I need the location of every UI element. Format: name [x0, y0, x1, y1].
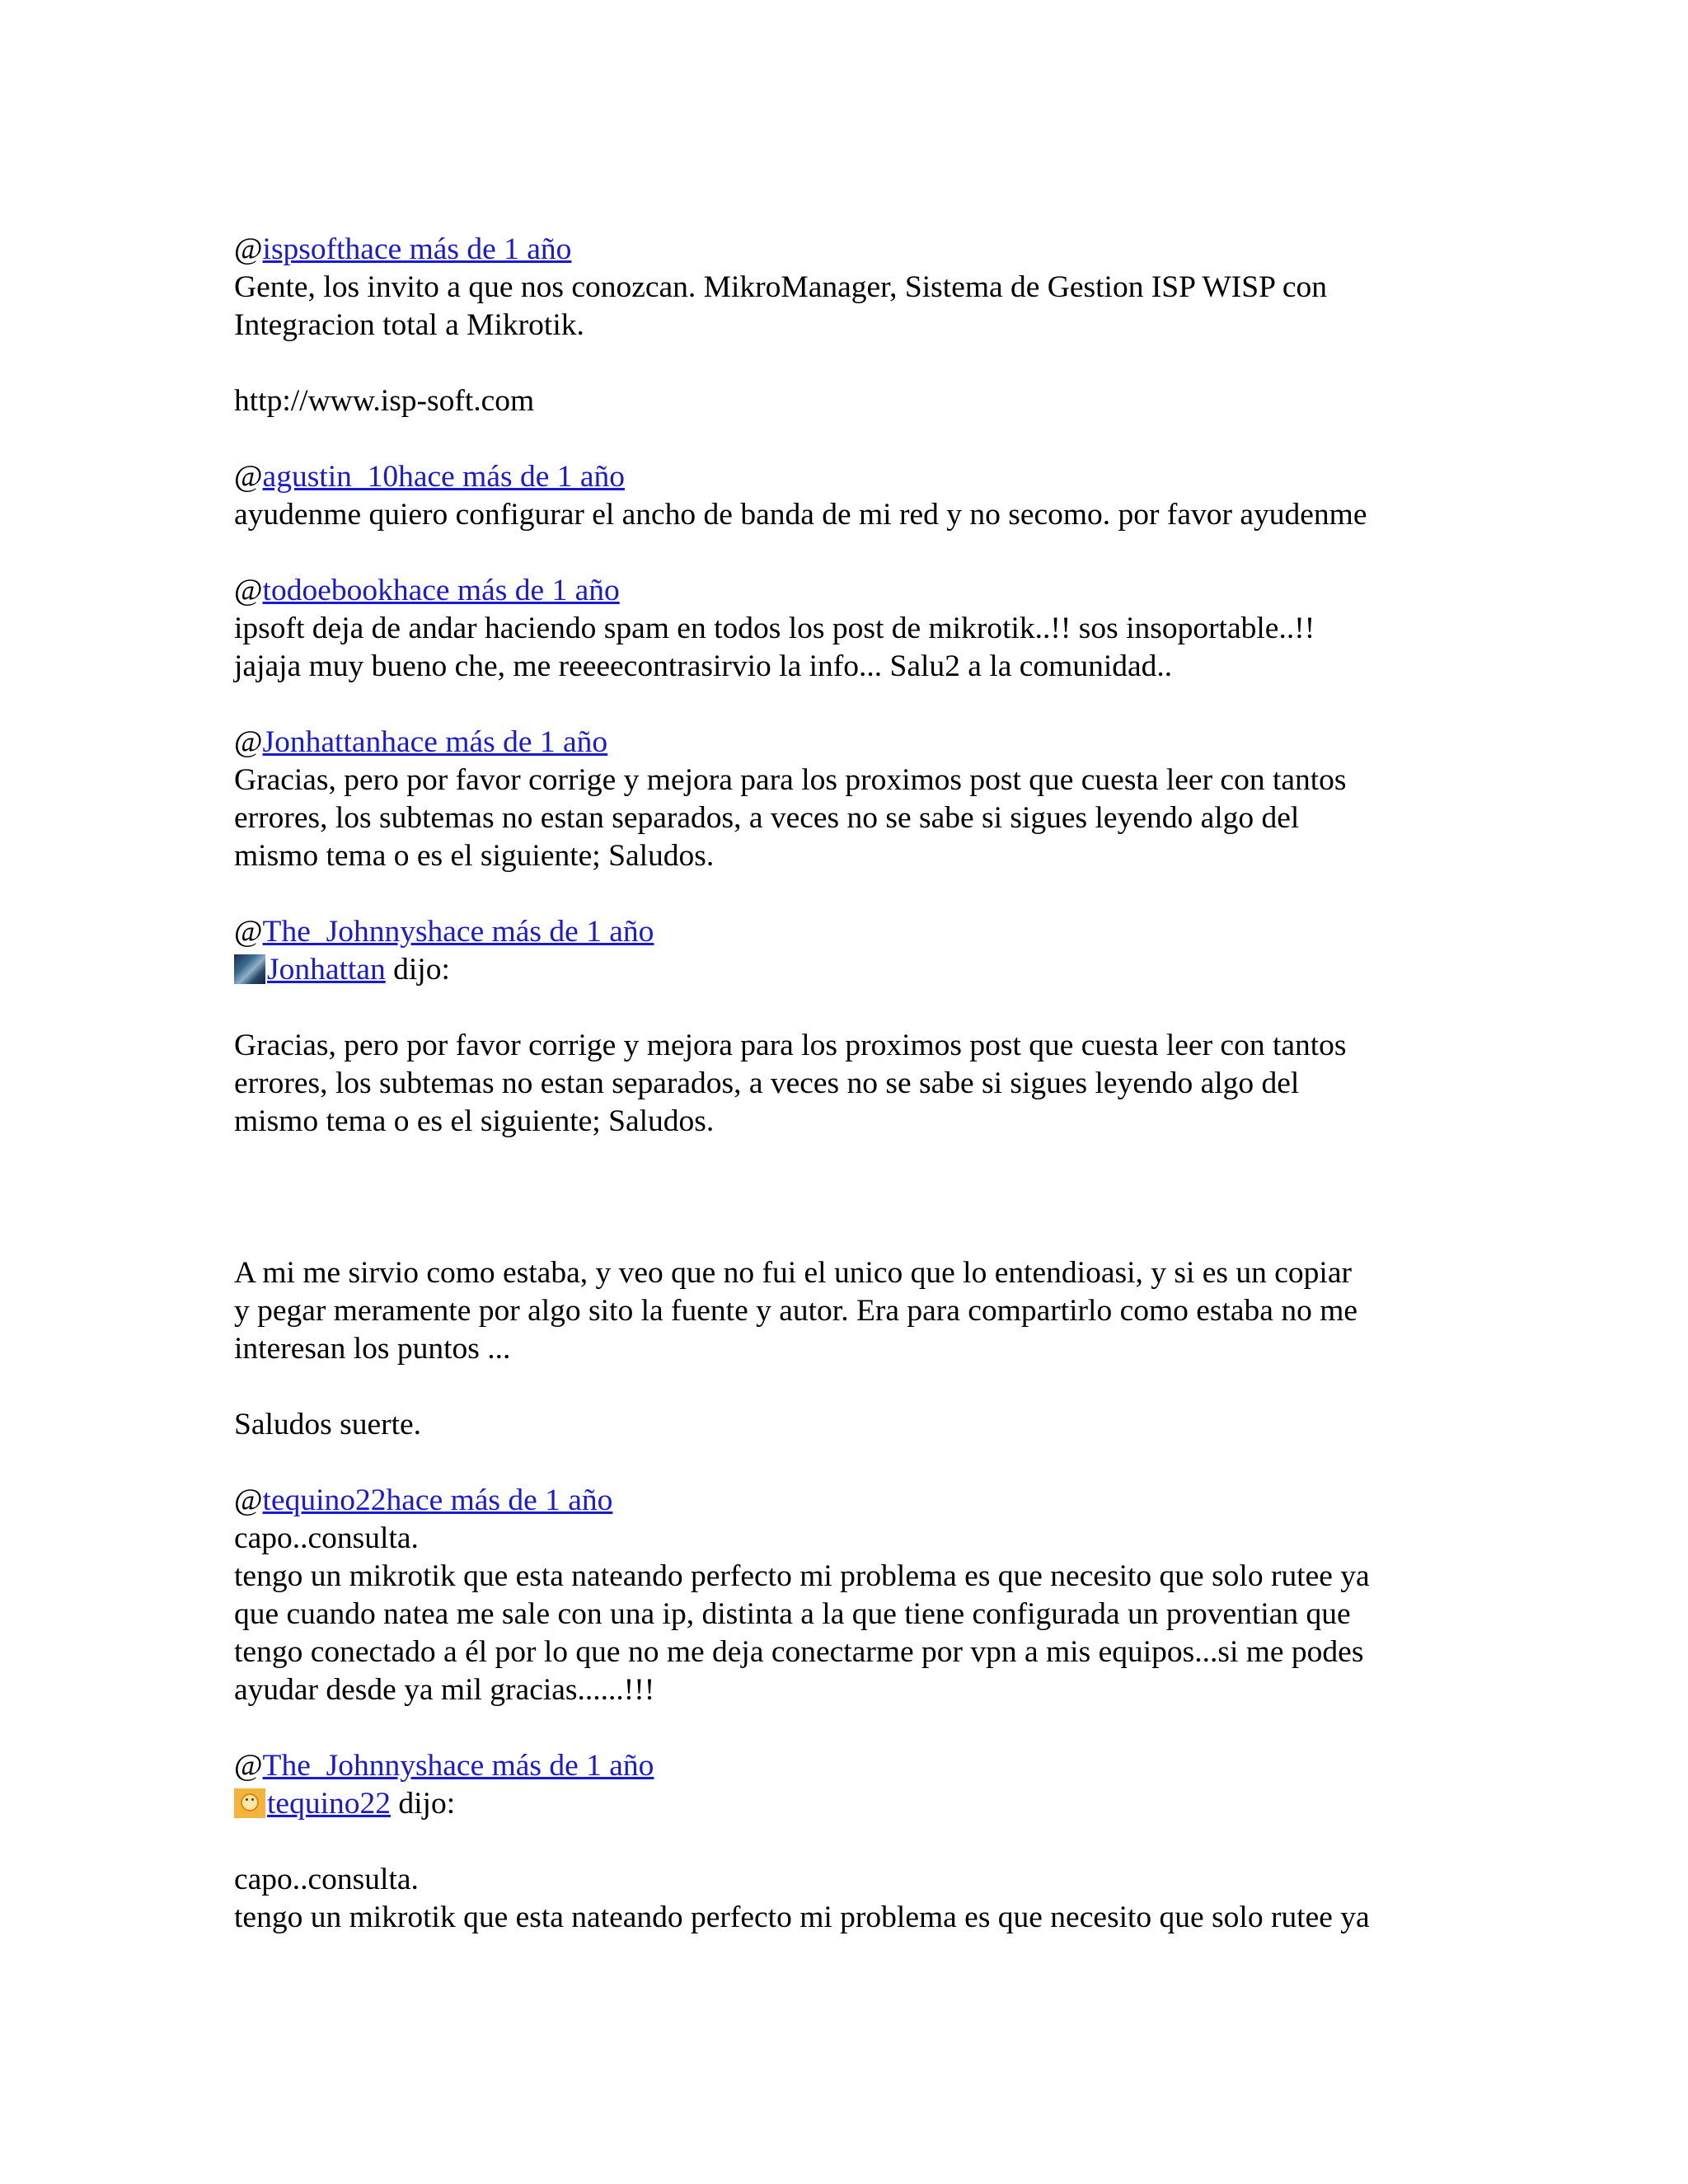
spacer: [234, 875, 1470, 913]
comment-body-line: que cuando natea me sale con una ip, distinta a la que tiene configurada un proventian que: [234, 1597, 1351, 1631]
comment-header: [234, 1747, 1470, 1785]
spacer: [234, 686, 1470, 724]
quote-body-line: mismo tema o es el siguiente; Saludos.: [234, 1104, 715, 1138]
quote-body-line: Gracias, pero por favor corrige y mejora para los proximos post que cuesta leer con tantos: [234, 1029, 1347, 1062]
comment-author-link[interactable]: todoebookhace más de 1 año: [262, 574, 620, 607]
comment-thread: [234, 231, 1470, 1937]
spacer: [234, 1444, 1470, 1482]
spacer: [234, 1141, 1470, 1254]
comment: [234, 1747, 1470, 1937]
at-sign: @: [234, 460, 263, 494]
comment-body-line: Integracion total a Mikrotik.: [234, 308, 584, 342]
comment: [234, 231, 1470, 420]
quote-author-link[interactable]: tequino22: [267, 1787, 391, 1821]
spacer: [234, 534, 1470, 572]
comment-body-line: [234, 1368, 1470, 1406]
at-sign: @: [234, 232, 263, 266]
quote-header: [234, 951, 1470, 989]
spacer: [234, 420, 1470, 458]
comment: [234, 572, 1470, 686]
comment-body-line: A mi me sirvio como estaba, y veo que no fui el unico que lo entendioasi, y si es un copiar: [234, 1256, 1352, 1290]
quote-said-label: dijo:: [390, 1787, 456, 1821]
avatar-icon[interactable]: [234, 954, 265, 984]
at-sign: @: [234, 725, 263, 759]
quote-said-label: dijo:: [385, 953, 450, 987]
comment: [234, 458, 1470, 534]
at-sign: @: [234, 1483, 263, 1517]
comment-body-line: interesan los puntos ...: [234, 1332, 511, 1366]
comment-body-line: mismo tema o es el siguiente; Saludos.: [234, 839, 715, 873]
comment-body-line: ipsoft deja de andar haciendo spam en todos los post de mikrotik..!! sos insoportable..!!: [234, 612, 1315, 645]
quote-body-line: errores, los subtemas no estan separados, a veces no se sabe si sigues leyendo algo del: [234, 1066, 1300, 1100]
quote-header: [234, 1785, 1470, 1823]
quote-body-line: tengo un mikrotik que esta nateando perfecto mi problema es que necesito que solo rutee ya: [234, 1900, 1370, 1934]
comment-body-line: jajaja muy bueno che, me reeeecontrasirvio la info... Salu2 a la comunidad..: [234, 649, 1173, 683]
at-sign: @: [234, 574, 263, 607]
comment-header: [234, 231, 1470, 269]
comment-author-link[interactable]: agustin_10hace más de 1 año: [262, 460, 625, 494]
comment-body-line: Gracias, pero por favor corrige y mejora para los proximos post que cuesta leer con tantos: [234, 763, 1347, 797]
comment-body-line: ayudar desde ya mil gracias......!!!: [234, 1673, 655, 1707]
comment-body-line: tengo conectado a él por lo que no me deja conectarme por vpn a mis equipos...si me podes: [234, 1635, 1364, 1669]
at-sign: @: [234, 1749, 263, 1783]
comment-body-line: Gente, los invito a que nos conozcan. MikroManager, Sistema de Gestion ISP WISP con: [234, 270, 1328, 304]
comment-header: [234, 572, 1470, 610]
comment-author-link[interactable]: Jonhattanhace más de 1 año: [262, 725, 608, 759]
comment-author-link[interactable]: The_Johnnyshace más de 1 año: [262, 915, 654, 949]
comment-header: [234, 1482, 1470, 1520]
quote-body-line: capo..consulta.: [234, 1863, 419, 1896]
quote-author-link[interactable]: Jonhattan: [267, 953, 386, 987]
comment-author-link[interactable]: ispsofthace más de 1 año: [262, 232, 572, 266]
comment-author-link[interactable]: tequino22hace más de 1 año: [262, 1483, 613, 1517]
comment-body-line: capo..consulta.: [234, 1521, 419, 1555]
spacer: [234, 989, 1470, 1027]
comment-body-line: Saludos suerte.: [234, 1408, 422, 1441]
comment-body-line: [234, 344, 1470, 382]
spacer: [234, 1823, 1470, 1861]
quote-block: [234, 1027, 1470, 1141]
comment: [234, 913, 1470, 1444]
comment-body-line: http://www.isp-soft.com: [234, 384, 535, 418]
comment-header: [234, 724, 1470, 762]
comment: [234, 1482, 1470, 1709]
comment-author-link[interactable]: The_Johnnyshace más de 1 año: [262, 1749, 654, 1783]
comment-body-line: tengo un mikrotik que esta nateando perfecto mi problema es que necesito que solo rutee ya: [234, 1559, 1370, 1593]
quote-block: [234, 1861, 1470, 1937]
comment-header: [234, 458, 1470, 496]
comment-body-line: y pegar meramente por algo sito la fuente y autor. Era para compartirlo como estaba no me: [234, 1294, 1358, 1328]
comment-header: [234, 913, 1470, 951]
spacer: [234, 1709, 1470, 1747]
at-sign: @: [234, 915, 263, 949]
avatar-icon[interactable]: [234, 1788, 265, 1818]
comment-body-line: errores, los subtemas no estan separados, a veces no se sabe si sigues leyendo algo del: [234, 801, 1300, 835]
comment-body-line: ayudenme quiero configurar el ancho de banda de mi red y no secomo. por favor ayudenme: [234, 498, 1367, 532]
comment: [234, 724, 1470, 875]
